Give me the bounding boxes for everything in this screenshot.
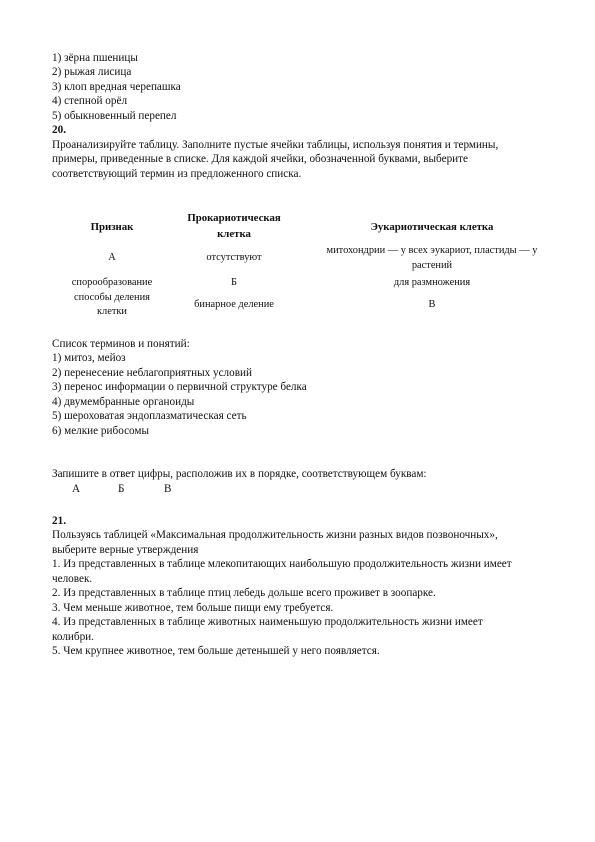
- q20-intro-line-2: примеры, приведенные в списке. Для каждой ячейки, обозначенной буквами, выберите: [52, 153, 469, 165]
- term-1: 1) митоз, мейоз: [52, 352, 126, 364]
- q21-number: 21.: [52, 515, 66, 527]
- table-header-prokaryote-line-2: клетка: [217, 228, 251, 240]
- term-3: 3) перенос информации о первичной структуре белка: [52, 381, 307, 393]
- q21-line-9: 5. Чем крупнее животное, тем больше детенышей у него появляется.: [52, 645, 380, 657]
- table-row-1-eukaryote-line-1: митохондрии — у всех эукариот, пластиды — у: [326, 245, 538, 256]
- term-6: 6) мелкие рибосомы: [52, 425, 150, 437]
- table-row-2-eukaryote: для размножения: [393, 277, 471, 288]
- q19-option-5: 5) обыкновенный перепел: [52, 110, 177, 122]
- q19-option-4: 4) степной орёл: [52, 95, 128, 107]
- answer-letter-a: А: [72, 483, 81, 495]
- q20-intro-line-1: Проанализируйте таблицу. Заполните пустые ячейки таблицы, используя понятия и термины,: [52, 139, 499, 151]
- term-4: 4) двумембранные органоиды: [52, 396, 195, 408]
- table-row-1-feature: А: [108, 252, 116, 263]
- answer-letter-v: В: [164, 483, 172, 495]
- table-row-1-eukaryote-line-2: растений: [411, 260, 453, 271]
- q21-line-2: выберите верные утверждения: [52, 544, 199, 556]
- q19-option-1: 1) зёрна пшеницы: [52, 52, 138, 64]
- q21-line-4: человек.: [52, 573, 93, 585]
- q19-option-3: 3) клоп вредная черепашка: [52, 81, 181, 93]
- table-row-3-feature-line-2: клетки: [97, 306, 127, 317]
- table-row-2-prokaryote: Б: [231, 277, 237, 288]
- q21-line-5: 2. Из представленных в таблице птиц лебедь дольше всего проживет в зоопарке.: [52, 587, 436, 599]
- q21-line-6: 3. Чем меньше животное, тем больше пищи ему требуется.: [52, 602, 334, 614]
- term-5: 5) шероховатая эндоплазматическая сеть: [52, 410, 247, 422]
- q21-line-3: 1. Из представленных в таблице млекопитающих наибольшую продолжительность жизни имеет: [52, 558, 512, 570]
- q20-intro-line-3: соответствующий термин из предложенного списка.: [52, 168, 302, 180]
- terms-list-title: Список терминов и понятий:: [52, 338, 190, 350]
- table-row-3-feature-line-1: способы деления: [74, 292, 150, 303]
- q20-number: 20.: [52, 124, 66, 136]
- q19-option-2: 2) рыжая лисица: [52, 66, 132, 78]
- table-row-3-prokaryote: бинарное деление: [194, 299, 274, 310]
- q21-line-1: Пользуясь таблицей «Максимальная продолжительность жизни разных видов позвоночных»,: [52, 529, 498, 541]
- table-header-prokaryote-line-1: Прокариотическая: [187, 212, 281, 224]
- answer-prompt: Запишите в ответ цифры, расположив их в порядке, соответствующем буквам:: [52, 468, 427, 480]
- q21-line-7: 4. Из представленных в таблице животных наименьшую продолжительность жизни имеет: [52, 616, 483, 628]
- table-header-feature: Признак: [90, 221, 134, 233]
- table-row-2-feature: спорообразование: [71, 277, 153, 288]
- table-row-1-prokaryote: отсутствуют: [206, 252, 262, 263]
- answer-letter-b: Б: [118, 483, 125, 495]
- term-2: 2) перенесение неблагоприятных условий: [52, 367, 252, 379]
- table-row-3-eukaryote: В: [428, 299, 436, 310]
- table-header-eukaryote: Эукариотическая клетка: [370, 221, 494, 233]
- q21-line-8: колибри.: [52, 631, 94, 643]
